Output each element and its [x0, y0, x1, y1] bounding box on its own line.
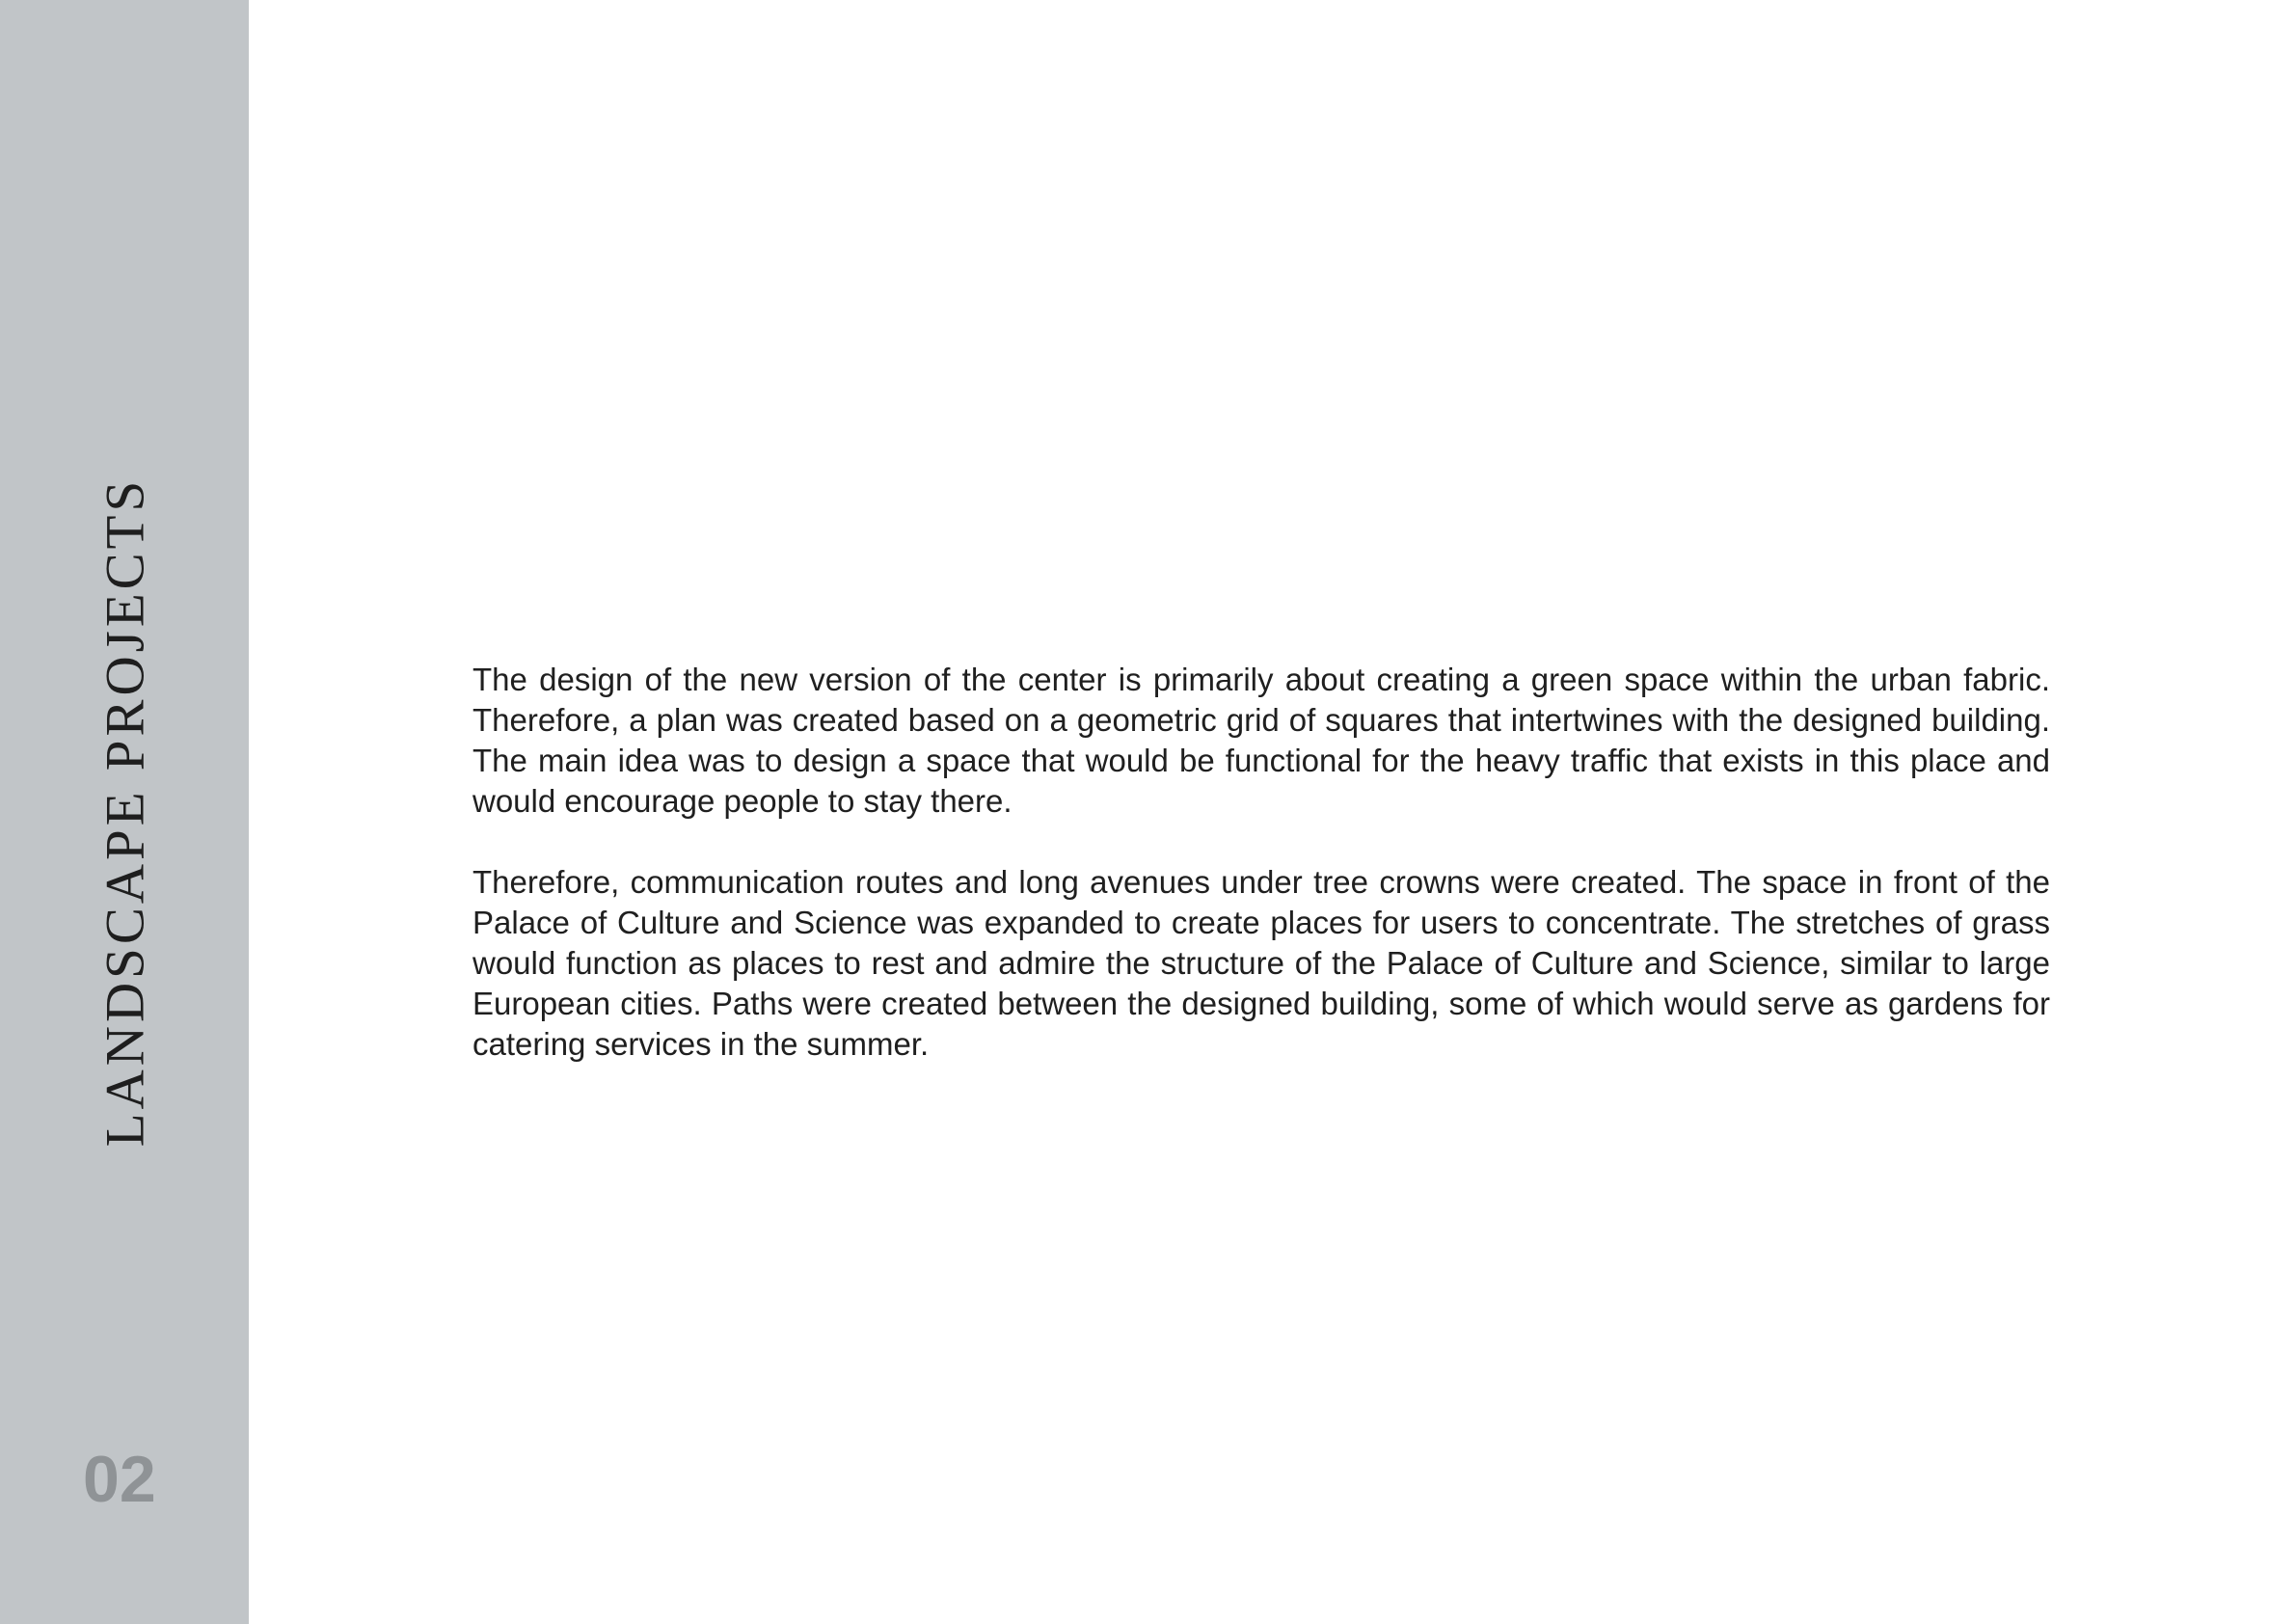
section-title: LANDSCAPE PROJECTS	[94, 476, 156, 1148]
sidebar	[0, 0, 249, 1624]
page-number: 02	[83, 1443, 156, 1516]
paragraph-1: The design of the new version of the center is primarily about creating a green space within the urban fabric. Therefore, a plan was created based on a geometric grid of squares that intertwines with the designed building. The main idea was to design a space that would be functional for the heavy traffic that exists in this place and would encourage people to stay there.	[472, 662, 2050, 819]
body-text	[472, 660, 2050, 1105]
paragraph-2: Therefore, communication routes and long avenues under tree crowns were created. The space in front of the Palace of Culture and Science was expanded to create places for users to concentrate. The stretches of grass would function as places to rest and admire the structure of the Palace of Culture and Science, similar to large European cities. Paths were created between the designed building, some of which would serve as gardens for catering services in the summer.	[472, 864, 2050, 1062]
